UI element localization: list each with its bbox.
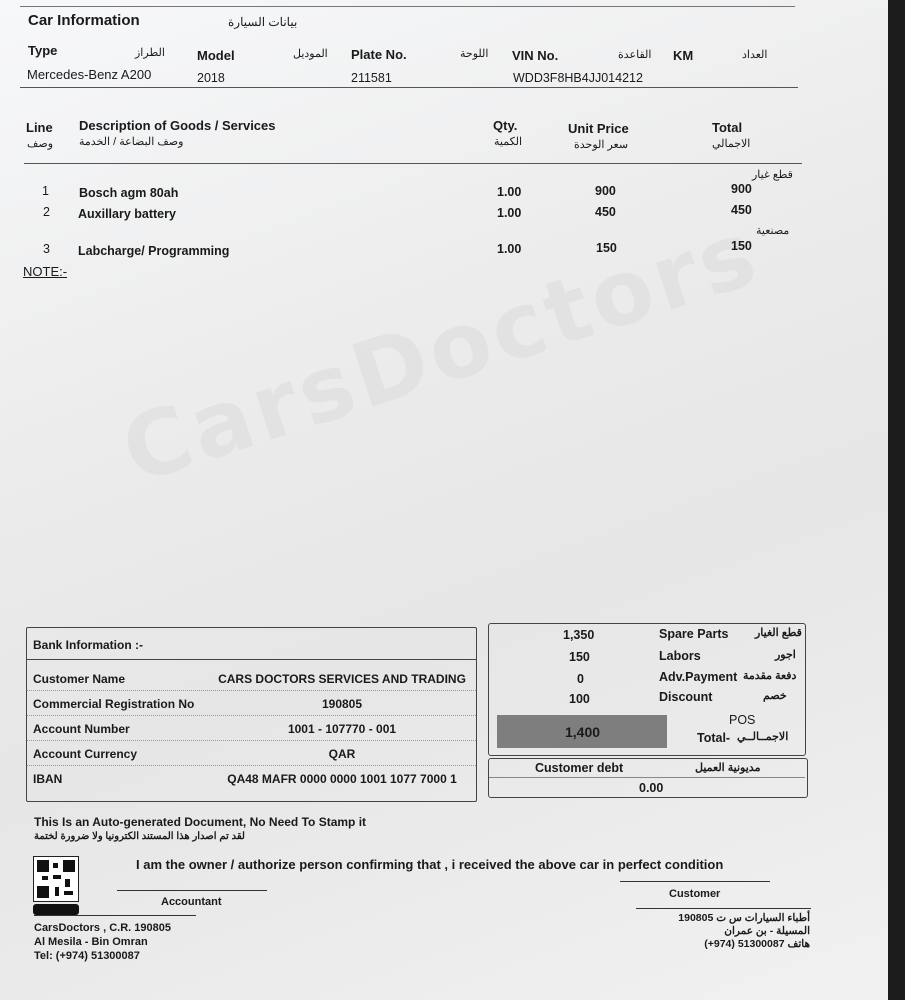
row-line: 1 [42, 184, 49, 198]
debt-label-ar: مديونية العميل [695, 762, 761, 774]
col-total-header: Total [712, 120, 743, 135]
labors-label-ar: اجور [775, 649, 796, 661]
customer-label: Customer [669, 888, 721, 900]
adv-payment-label-ar: دفعة مقدمة [743, 670, 797, 682]
col-unit-header-ar: سعر الوحدة [574, 139, 629, 151]
type-label-ar: الطراز [135, 47, 165, 59]
row-desc: Labcharge/ Programming [78, 244, 230, 258]
company-divider-left [34, 915, 196, 916]
confirmation-text: I am the owner / authorize person confirming that , i received the above car in perfect condition [136, 857, 724, 872]
company-line-ar: هاتف 51300087 (974+) [704, 938, 810, 950]
bank-row [27, 716, 476, 741]
bank-info-box [26, 627, 477, 802]
spare-parts-value: 1,350 [563, 628, 595, 642]
vin-label-ar: القاعدة [618, 49, 652, 61]
customer-debt-box [488, 758, 808, 798]
debt-divider [489, 777, 805, 778]
auto-generated-note: This Is an Auto-generated Document, No Need To Stamp it [34, 815, 367, 829]
row-qty: 1.00 [497, 206, 522, 220]
vin-label: VIN No. [512, 48, 559, 63]
debt-value: 0.00 [639, 781, 664, 795]
col-unit-header: Unit Price [568, 121, 629, 136]
company-line-ar: أطباء السيارات س ت 190805 [678, 912, 810, 924]
company-line: Tel: (+974) 51300087 [34, 950, 140, 962]
col-total-header-ar: الاجمالي [712, 138, 751, 150]
adv-payment-label: Adv.Payment [659, 670, 738, 684]
bank-row [27, 691, 476, 716]
total-value: 1,400 [565, 724, 601, 740]
qr-code [33, 856, 79, 902]
row-unit-price: 450 [595, 205, 616, 219]
company-line: CarsDoctors , C.R. 190805 [34, 922, 171, 934]
bank-info-title: Bank Information :- [33, 638, 143, 652]
debt-label: Customer debt [535, 761, 624, 775]
bank-row-value: QA48 MAFR 0000 0000 1001 1077 7000 1 [227, 772, 457, 786]
km-label-ar: العداد [742, 49, 768, 61]
top-divider [20, 6, 795, 7]
table-header-divider [24, 163, 802, 164]
type-label: Type [28, 43, 58, 58]
model-value: 2018 [197, 71, 225, 85]
col-line-header-ar: وصف [27, 138, 54, 150]
row-line: 3 [43, 242, 50, 256]
discount-label-ar: خصم [763, 690, 787, 702]
total-label-ar: الاجمــالــي [737, 731, 789, 743]
row-total: 900 [731, 182, 752, 196]
company-divider-right [636, 908, 811, 909]
row-total: 450 [731, 203, 752, 217]
note-label: NOTE:- [23, 264, 68, 279]
discount-value: 100 [569, 692, 590, 706]
bank-row [27, 741, 476, 766]
company-line-ar: المسيلة - بن عمران [724, 925, 810, 937]
company-info-ar [678, 912, 810, 951]
bank-row-value: 1001 - 107770 - 001 [287, 722, 397, 736]
labors-label: Labors [659, 649, 701, 663]
row-line: 2 [43, 205, 50, 219]
row-desc: Bosch agm 80ah [79, 186, 179, 200]
col-qty-header-ar: الكمية [494, 136, 523, 148]
row-desc: Auxillary battery [78, 207, 176, 221]
type-value: Mercedes-Benz A200 [27, 67, 152, 82]
car-info-title: Car Information [28, 12, 140, 29]
car-info-title-ar: بيانات السيارة [228, 15, 298, 29]
accountant-label: Accountant [161, 896, 222, 908]
col-qty-header: Qty. [493, 118, 518, 133]
plate-label-ar: اللوحة [460, 48, 489, 60]
row-qty: 1.00 [497, 242, 522, 256]
row-total: 150 [731, 239, 752, 253]
bank-title-divider [27, 659, 476, 660]
model-label: Model [197, 48, 235, 63]
bank-row [27, 766, 476, 791]
bank-row-label: Customer Name [33, 672, 126, 686]
col-desc-header-ar: وصف البضاعة / الخدمة [79, 136, 184, 148]
row-unit-price: 150 [596, 241, 617, 255]
adv-payment-value: 0 [577, 672, 584, 686]
totals-box [488, 623, 806, 756]
bank-row-value: CARS DOCTORS SERVICES AND TRADING [218, 672, 466, 686]
bank-row [27, 666, 476, 691]
group-labor: مصنعية [756, 225, 790, 237]
pos-label: POS [729, 713, 756, 727]
col-line-header: Line [26, 120, 53, 135]
km-label: KM [673, 48, 694, 63]
row-qty: 1.00 [497, 185, 522, 199]
customer-signature-line [620, 881, 770, 882]
background-edge [888, 0, 905, 1000]
discount-label: Discount [659, 690, 713, 704]
col-desc-header: Description of Goods / Services [79, 118, 276, 133]
row-unit-price: 900 [595, 184, 616, 198]
vin-value: WDD3F8HB4JJ014212 [513, 71, 643, 85]
total-label: Total- [697, 731, 731, 745]
spare-parts-label: Spare Parts [659, 627, 729, 641]
accountant-signature-line [117, 890, 267, 891]
auto-generated-note-ar: لقد تم اصدار هذا المستند الكترونيا ولا ضرورة لختمة [34, 831, 245, 842]
labors-value: 150 [569, 650, 590, 664]
bank-row-value: QAR [328, 747, 356, 761]
company-info [34, 921, 171, 963]
bank-row-label: IBAN [33, 772, 63, 786]
bank-row-label: Commercial Registration No [33, 697, 195, 711]
company-line: Al Mesila - Bin Omran [34, 936, 148, 948]
group-spare-parts: قطع غيار [752, 169, 793, 181]
plate-label: Plate No. [351, 47, 407, 62]
model-label-ar: الموديل [293, 48, 328, 60]
spare-parts-label-ar: قطع الغيار [755, 627, 802, 639]
qr-badge [33, 904, 79, 915]
bank-row-value: 190805 [321, 697, 363, 711]
plate-value: 211581 [351, 71, 392, 85]
bank-row-label: Account Number [33, 722, 130, 736]
car-info-divider [20, 87, 798, 88]
bank-row-label: Account Currency [33, 747, 138, 761]
